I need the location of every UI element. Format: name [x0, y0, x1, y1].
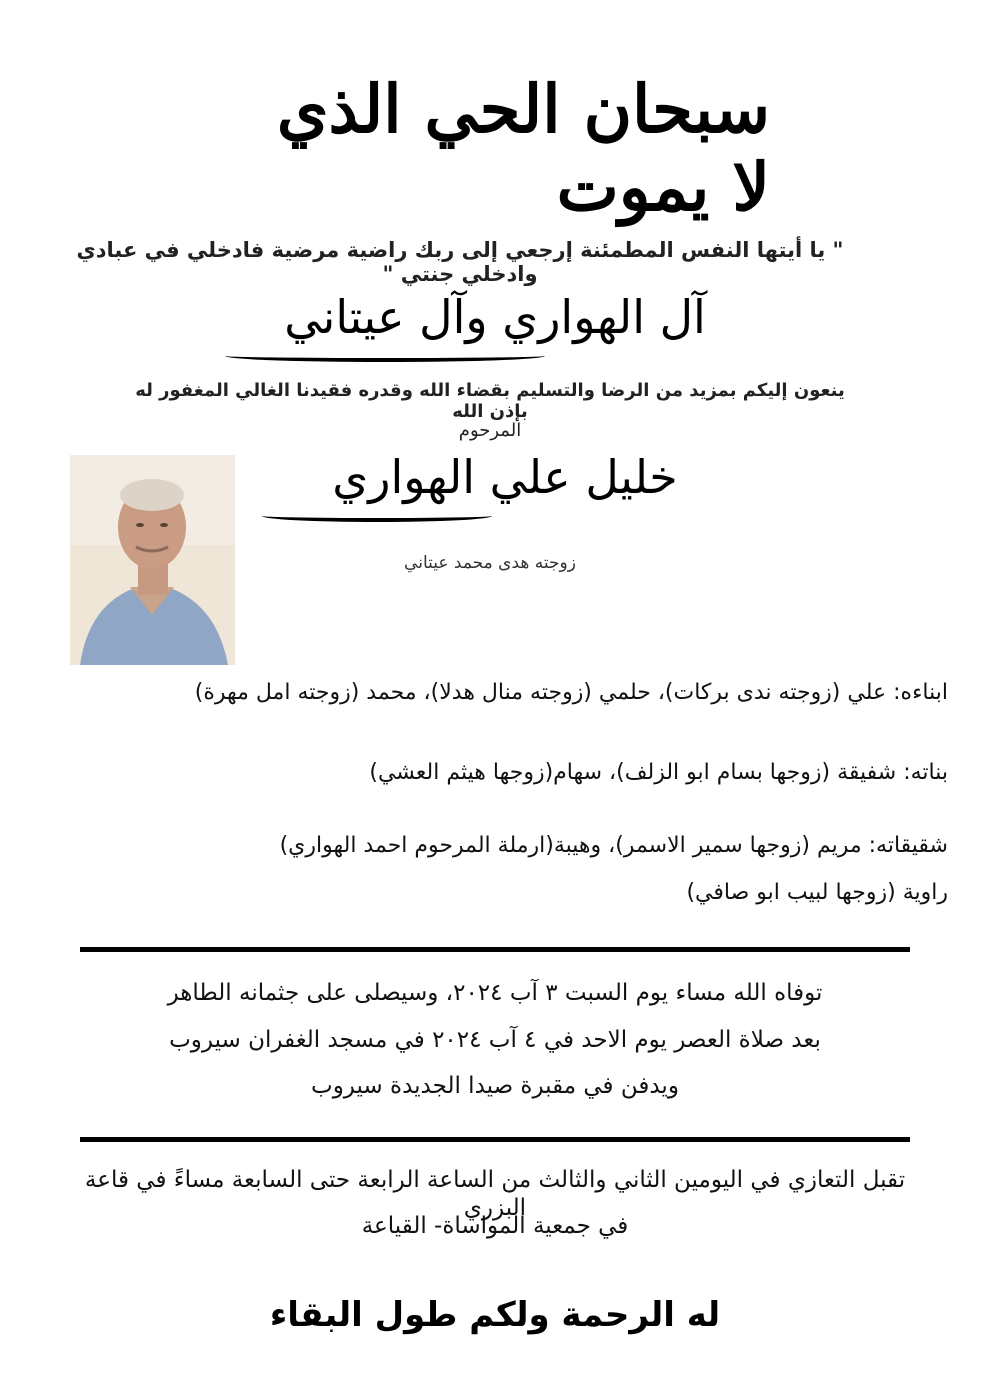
announcement-text: ينعون إليكم بمزيد من الرضا والتسليم بقضاء الله وقدره فقيدنا الغالي المغفور له بإذن الله [135, 380, 845, 422]
condolences-line-1: تقبل التعازي في اليومين الثاني والثالث من الساعة الرابعة حتى السابعة مساءً في قاعة البزري [84, 1167, 906, 1221]
sisters-line-2: راوية (زوجها لبيب ابو صافي) [686, 880, 948, 905]
sisters-line-1: شقيقاته: مريم (زوجها سمير الاسمر)، وهيبة(ارملة المرحوم احمد الهواري) [279, 833, 948, 858]
closing-phrase: له الرحمة ولكم طول البقاء [269, 1295, 721, 1335]
families-swash [225, 350, 545, 362]
funeral-line-3: ويدفن في مقبرة صيدا الجديدة سيروب [311, 1073, 679, 1099]
deceased-photo [70, 455, 235, 665]
quran-verse: " يا أيتها النفس المطمئنة إرجعي إلى ربك راضية مرضية فادخلي في عبادي وادخلي جنتي " [76, 238, 844, 286]
funeral-line-2: بعد صلاة العصر يوم الاحد في ٤ آب ٢٠٢٤ في مسجد الغفران سيروب [169, 1027, 821, 1053]
daughters-line: بناته: شفيقة (زوجها بسام ابو الزلف)، سهام(زوجها هيثم العشي) [369, 760, 948, 785]
divider-bottom [80, 1137, 910, 1142]
calligraphy-title: سبحان الحي الذي لا يموت [276, 70, 770, 226]
condolences-line-2: في جمعية المواساة- القياعة [361, 1213, 629, 1239]
deceased-name: خليل علي الهواري [332, 450, 678, 504]
portrait-illustration [70, 455, 235, 665]
divider-top [80, 947, 910, 952]
families-title: آل الهواري وآل عيتاني [284, 290, 706, 344]
name-swash [262, 510, 492, 522]
funeral-line-1: توفاه الله مساء يوم السبت ٣ آب ٢٠٢٤، وسيصلى على جثمانه الطاهر [167, 980, 823, 1006]
sons-line: ابناءه: علي (زوجته ندى بركات)، حلمي (زوجته منال هدلا)، محمد (زوجته امل مهرة) [194, 680, 948, 705]
wife-line: زوجته هدى محمد عيتاني [404, 553, 576, 573]
late-label: المرحوم [458, 420, 522, 441]
